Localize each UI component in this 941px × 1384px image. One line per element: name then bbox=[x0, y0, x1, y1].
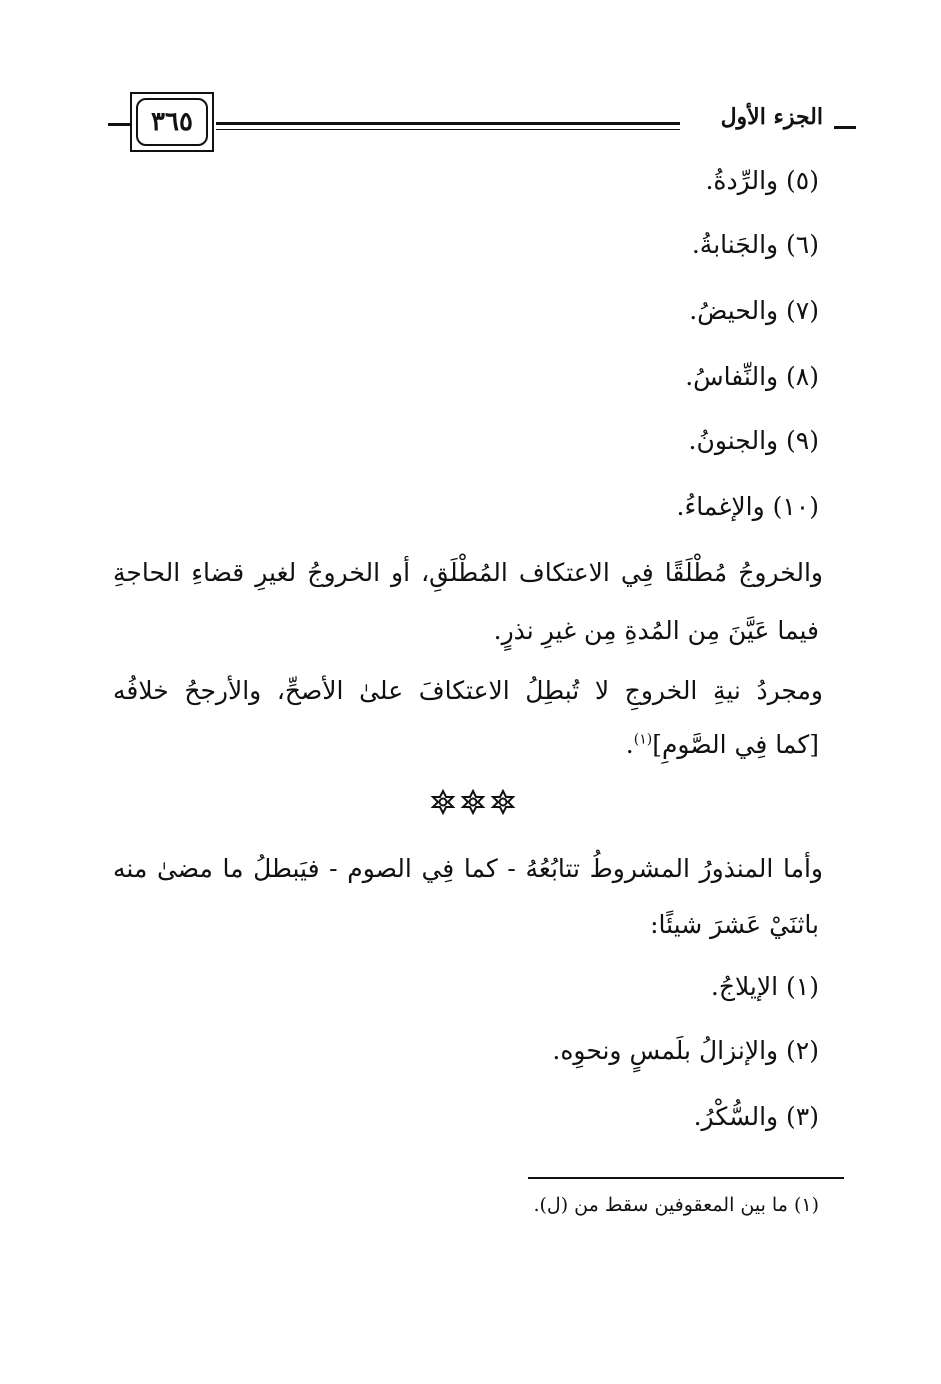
star-icon bbox=[433, 791, 453, 813]
paragraph-line: باثنَيْ عَشرَ شيئًا: bbox=[650, 910, 819, 939]
period: . bbox=[625, 730, 634, 759]
header-rule-left bbox=[108, 123, 130, 126]
paragraph-line: وأما المنذورُ المشروطُ تتابُعُهُ - كما فِي الصوم - فيَبطلُ ما مضىٰ منه bbox=[113, 854, 823, 883]
header-rule-right bbox=[834, 126, 856, 129]
paragraph-line: والخروجُ مُطْلَقًا فِي الاعتكاف المُطْلَقِ، أو الخروجُ لغيرِ قضاءِ الحاجةِ bbox=[113, 558, 823, 587]
list-item: (٧) والحيضُ. bbox=[689, 296, 819, 325]
list-item: (٣) والسُّكْرُ. bbox=[693, 1102, 819, 1131]
list-item: (٢) والإنزالُ بلَمسٍ ونحوِه. bbox=[552, 1036, 819, 1065]
header-rule bbox=[216, 122, 680, 125]
footnote-ref[interactable]: (١) bbox=[633, 731, 653, 748]
running-title: الجزء الأول bbox=[720, 104, 823, 130]
bracketed-text: [كما فِي الصَّومِ] bbox=[652, 730, 819, 759]
star-icon bbox=[493, 791, 513, 813]
footnote-separator bbox=[528, 1177, 844, 1179]
star-icon bbox=[463, 791, 483, 813]
page-number: ٣٦٥ bbox=[136, 98, 208, 146]
header-rule-thin bbox=[216, 129, 680, 130]
list-item: (٨) والنِّفاسُ. bbox=[685, 362, 819, 391]
list-item: (١) الإيلاجُ. bbox=[710, 972, 819, 1001]
paragraph-line: فيما عَيَّنَ مِن المُدةِ مِن غيرِ نذرٍ. bbox=[493, 616, 819, 645]
list-item: (٦) والجَنابةُ. bbox=[691, 230, 819, 259]
list-item: (١٠) والإغماءُ. bbox=[676, 492, 819, 521]
paragraph-line bbox=[626, 730, 819, 759]
footnote: (١) ما بين المعقوفين سقط من (ل). bbox=[533, 1194, 819, 1216]
section-divider-ornament bbox=[428, 788, 518, 816]
list-item: (٥) والرِّدةُ. bbox=[705, 166, 819, 195]
list-item: (٩) والجنونُ. bbox=[688, 426, 819, 455]
paragraph-line: ومجردُ نيةِ الخروجِ لا تُبطِلُ الاعتكافَ علىٰ الأصحِّ، والأرجحُ خلافُه bbox=[113, 676, 823, 705]
